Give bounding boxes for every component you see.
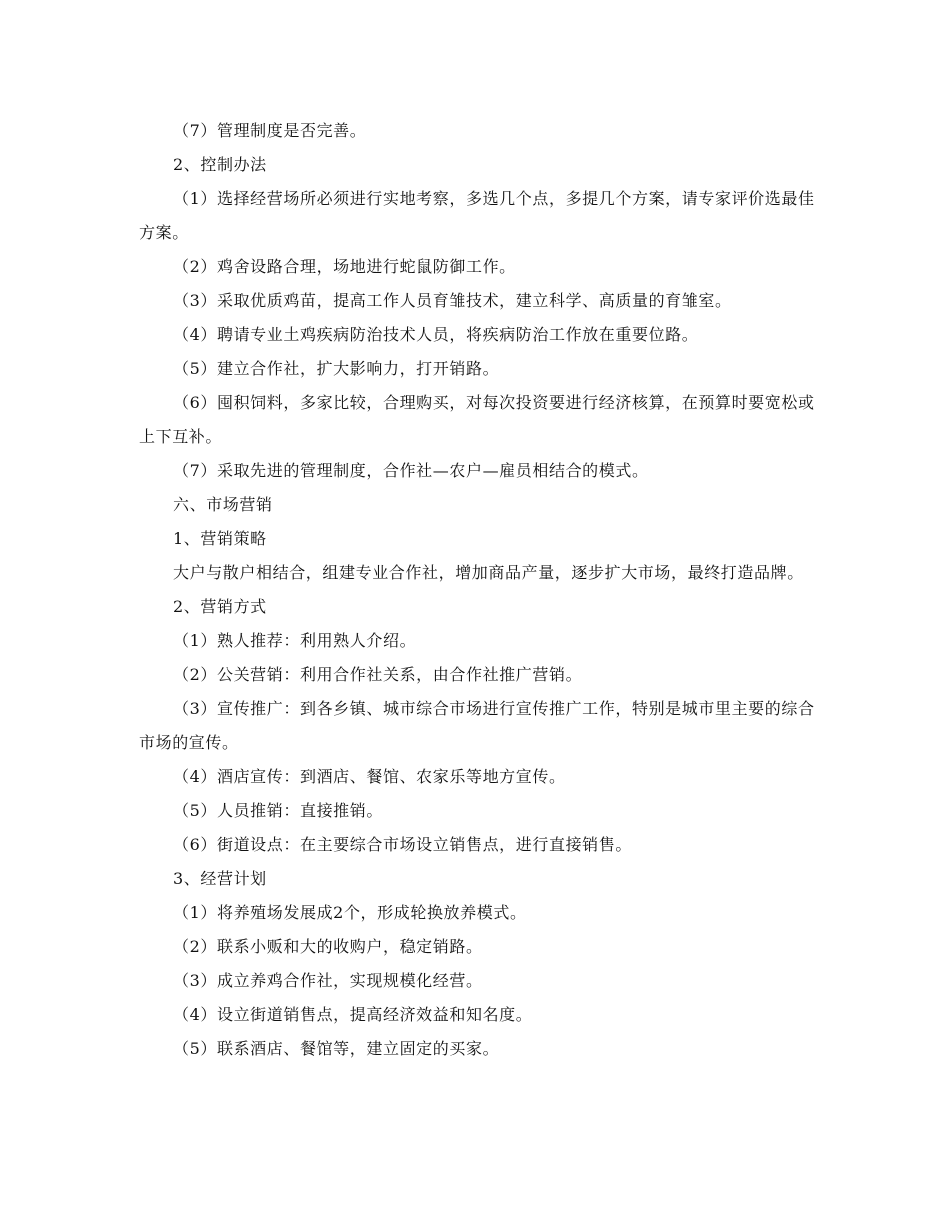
paragraph: （1）选择经营场所必须进行实地考察，多选几个点，多提几个方案，请专家评价选最佳方案。 [139,189,815,242]
section-heading: 3、经营计划 [173,869,267,888]
document-body [139,114,815,1066]
section-heading: 2、控制办法 [173,155,267,174]
chapter-heading: 六、市场营销 [173,495,273,514]
paragraph: （1）将养殖场发展成2个，形成轮换放养模式。 [173,903,527,922]
paragraph: （3）采取优质鸡苗，提高工作人员育雏技术，建立科学、高质量的育雏室。 [173,291,732,310]
paragraph: （4）酒店宣传：到酒店、餐馆、农家乐等地方宣传。 [173,767,566,786]
paragraph: （7）管理制度是否完善。 [173,121,367,140]
paragraph: （4）设立街道销售点，提高经济效益和知名度。 [173,1005,533,1024]
section-heading: 1、营销策略 [173,529,267,548]
paragraph: （6）囤积饲料，多家比较，合理购买，对每次投资要进行经济核算，在预算时要宽松或上下互补。 [139,393,815,446]
paragraph: （7）采取先进的管理制度，合作社—农户—雇员相结合的模式。 [173,461,649,480]
section-heading: 2、营销方式 [173,597,267,616]
paragraph: （5）人员推销：直接推销。 [173,801,383,820]
paragraph: （2）联系小贩和大的收购户，稳定销路。 [173,937,483,956]
paragraph: （1）熟人推荐：利用熟人介绍。 [173,631,417,650]
paragraph: （5）建立合作社，扩大影响力，打开销路。 [173,359,500,378]
paragraph: （2）公关营销：利用合作社关系，由合作社推广营销。 [173,665,583,684]
paragraph: （6）街道设点：在主要综合市场设立销售点，进行直接销售。 [173,835,632,854]
paragraph: （5）联系酒店、餐馆等，建立固定的买家。 [173,1039,500,1058]
paragraph: （4）聘请专业土鸡疾病防治技术人员，将疾病防治工作放在重要位路。 [173,325,699,344]
paragraph: 大户与散户相结合，组建专业合作社，增加商品产量，逐步扩大市场，最终打造品牌。 [173,563,804,582]
paragraph: （3）成立养鸡合作社，实现规模化经营。 [173,971,483,990]
paragraph: （3）宣传推广：到各乡镇、城市综合市场进行宣传推广工作，特别是城市里主要的综合市场的宣传。 [139,699,815,752]
paragraph: （2）鸡舍设路合理，场地进行蛇鼠防御工作。 [173,257,516,276]
